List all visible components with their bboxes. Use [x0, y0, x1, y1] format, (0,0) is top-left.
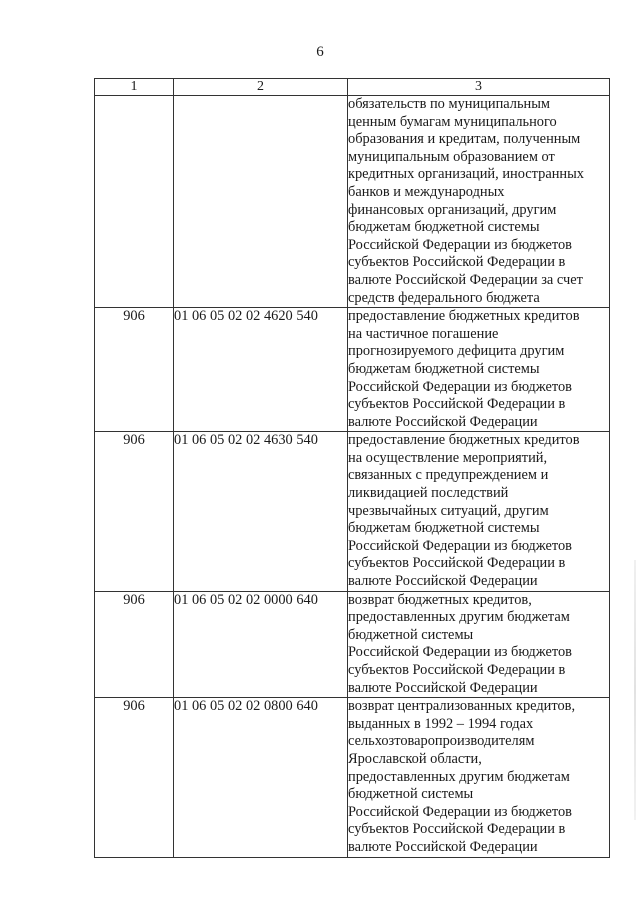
source-name-cell [348, 591, 610, 698]
source-name-line: предоставленных другим бюджетам [348, 768, 570, 785]
source-name-cell [348, 698, 610, 857]
table-body [95, 96, 610, 858]
source-name-line: валюте Российской Федерации [348, 573, 538, 590]
source-name-line: возврат централизованных кредитов, [348, 698, 576, 715]
source-name-line: Российской Федерации из бюджетов [348, 537, 572, 554]
source-name-line: валюте Российской Федерации [348, 413, 538, 430]
source-name-line: предоставление бюджетных кредитов [348, 432, 580, 449]
source-name-line: Российской Федерации из бюджетов [348, 803, 572, 820]
table-row [95, 698, 610, 857]
budget-code-cell [174, 96, 348, 308]
source-name-line: прогнозируемого дефицита другим [348, 343, 565, 360]
source-name-line: бюджетам бюджетной системы [348, 219, 540, 236]
page-number: 6 [316, 44, 324, 60]
source-name-line: Российской Федерации из бюджетов [348, 378, 572, 395]
budget-code-cell: 01 06 05 02 02 0000 640 [174, 591, 348, 698]
source-name-line: субъектов Российской Федерации в [348, 821, 566, 838]
source-name-cell [348, 308, 610, 432]
source-name-line: ликвидацией последствий [348, 485, 509, 502]
source-name-line: Российской Федерации из бюджетов [348, 644, 572, 661]
admin-code-cell: 906 [95, 591, 174, 698]
source-name-line: бюджетной системы [348, 786, 474, 803]
budget-code-cell: 01 06 05 02 02 0800 640 [174, 698, 348, 857]
table-row [95, 591, 610, 698]
source-name-line: муниципальным образованием от [348, 148, 555, 165]
source-name-line: предоставление бюджетных кредитов [348, 308, 580, 325]
source-name-line: банков и международных [348, 183, 505, 200]
admin-code-cell [95, 96, 174, 308]
source-name-line: кредитных организаций, иностранных [348, 166, 584, 183]
column-header-2: 2 [174, 79, 348, 96]
source-name-line: Российской Федерации из бюджетов [348, 236, 572, 253]
source-name-line: ценным бумагам муниципального [348, 113, 557, 130]
source-name-line: чрезвычайных ситуаций, другим [348, 502, 549, 519]
source-name-line: валюте Российской Федерации [348, 679, 538, 696]
source-name-cell [348, 96, 610, 308]
source-name-line: валюте Российской Федерации [348, 838, 538, 855]
budget-code-cell: 01 06 05 02 02 4630 540 [174, 432, 348, 591]
source-name-line: валюте Российской Федерации за счет [348, 271, 583, 288]
source-name-line: бюджетам бюджетной системы [348, 360, 540, 377]
table-row [95, 432, 610, 591]
table-header-row [95, 79, 610, 96]
source-name-line: субъектов Российской Федерации в [348, 662, 566, 678]
column-header-3: 3 [348, 79, 610, 96]
column-header-1: 1 [95, 79, 174, 96]
source-name-line: выданных в 1992 – 1994 годах [348, 715, 534, 732]
source-name-line: образования и кредитам, полученным [348, 131, 581, 148]
source-name-line: субъектов Российской Федерации в [348, 555, 566, 572]
admin-code-cell: 906 [95, 308, 174, 432]
source-name-line: возврат бюджетных кредитов, [348, 591, 532, 608]
source-name-line: средств федерального бюджета [348, 289, 540, 306]
source-name-line: финансовых организаций, другим [348, 201, 557, 218]
source-name-line: на осуществление мероприятий, [348, 449, 548, 466]
budget-code-cell: 01 06 05 02 02 4620 540 [174, 308, 348, 432]
source-name-line: Ярославской области, [348, 750, 482, 767]
table-row [95, 308, 610, 432]
budget-sources-table [94, 78, 610, 858]
admin-code-cell: 906 [95, 698, 174, 857]
source-name-line: обязательств по муниципальным [348, 96, 551, 112]
source-name-line: на частичное погашение [348, 325, 499, 342]
table-row [95, 96, 610, 308]
source-name-line: бюджетам бюджетной системы [348, 520, 540, 537]
scan-edge-shadow [634, 560, 636, 820]
source-name-line: бюджетной системы [348, 626, 474, 643]
source-name-line: субъектов Российской Федерации в [348, 396, 566, 413]
source-name-cell [348, 432, 610, 591]
source-name-line: сельхозтоваропроизводителям [348, 733, 535, 750]
source-name-line: связанных с предупреждением и [348, 467, 549, 484]
admin-code-cell: 906 [95, 432, 174, 591]
source-name-line: субъектов Российской Федерации в [348, 254, 566, 271]
source-name-line: предоставленных другим бюджетам [348, 609, 570, 626]
